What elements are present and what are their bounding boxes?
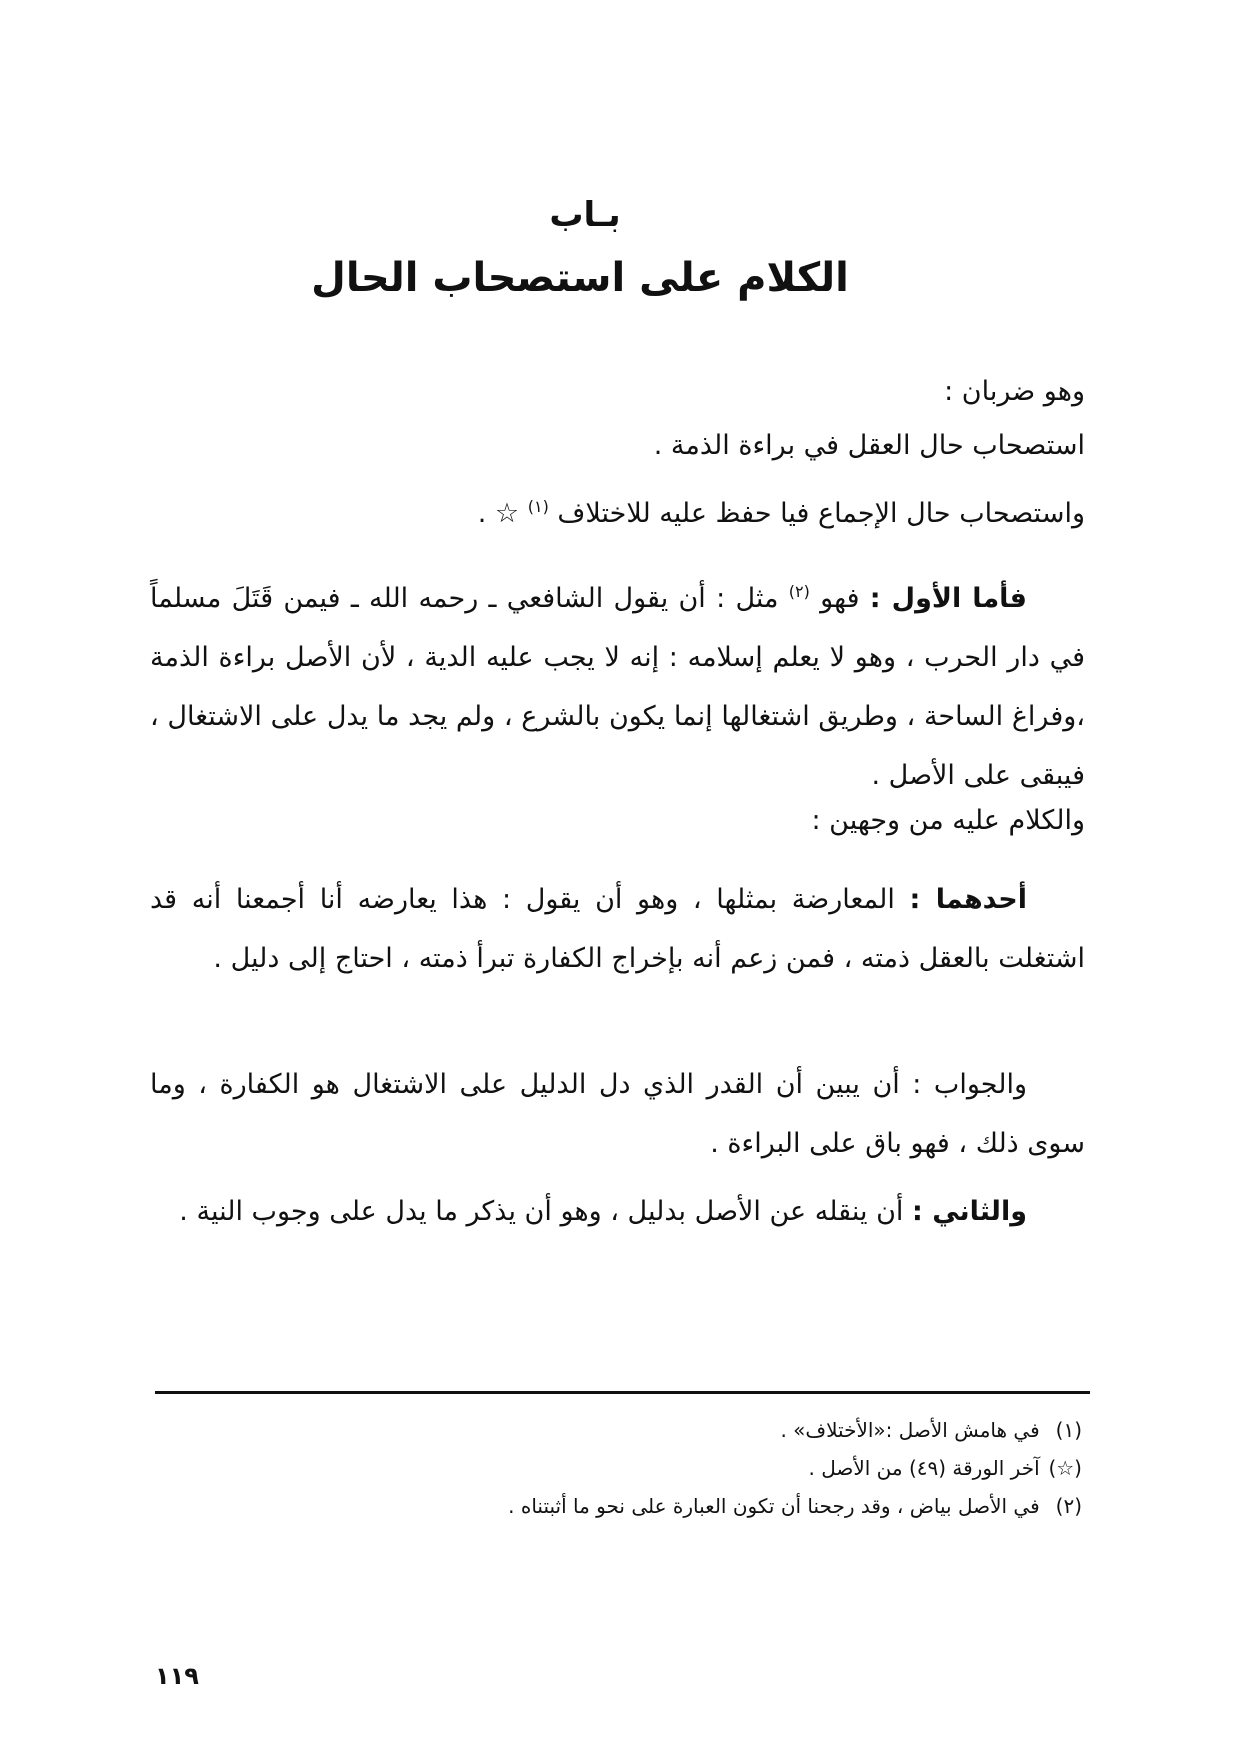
paragraph-2: استصحاب حال العقل في براءة الذمة . <box>653 430 1085 461</box>
footnote-2-mark: (٢) <box>1055 1494 1082 1518</box>
paragraph-3-end: ☆ . <box>477 498 520 529</box>
footnote-ref-2: (٢) <box>788 582 810 601</box>
footnote-star-text: آخر الورقة (٤٩) من الأصل . <box>808 1456 1040 1480</box>
section-title: الكلام على استصحاب الحال <box>311 255 849 301</box>
footnote-2 <box>508 1494 1082 1518</box>
footnote-1 <box>780 1418 1082 1442</box>
paragraph-8 <box>150 1182 1085 1241</box>
paragraph-4-a: فهو <box>820 583 860 614</box>
paragraph-8-text: أن ينقله عن الأصل بدليل ، وهو أن يذكر ما يدل على وجوب النية . <box>179 1196 904 1227</box>
paragraph-1: وهو ضربان : <box>944 376 1085 407</box>
footnote-1-text: في هامش الأصل :«الأختلاف» . <box>780 1418 1040 1442</box>
footnote-1-mark: (١) <box>1055 1418 1082 1442</box>
paragraph-3-text: واستصحاب حال الإجماع فيا حفظ عليه للاختلاف <box>557 498 1085 529</box>
paragraph-6-text: المعارضة بمثلها ، وهو أن يقول : هذا يعارضه أنا أجمعنا أنه قد اشتغلت بالعقل ذمته ، فمن زعم أنه بإخراج الكفارة تبرأ ذمته ، احتاج إلى دليل . <box>150 884 1085 974</box>
paragraph-4 <box>150 562 1085 805</box>
paragraph-6-lead: أحدهما : <box>909 884 1027 915</box>
paragraph-5: والكلام عليه من وجهين : <box>811 805 1085 836</box>
page-number: ١١٩ <box>155 1662 199 1690</box>
paragraph-7: والجواب : أن يبين أن القدر الذي دل الدليل على الاشتغال هو الكفارة ، وما سوى ذلك ، فهو باق على البراءة . <box>150 1069 1085 1159</box>
paragraph-4-text: مثل : أن يقول الشافعي ـ رحمه الله ـ فيمن قَتَلَ مسلماً في دار الحرب ، وهو لا يعلم إسلامه : إنه لا يجب عليه الدية ، لأن الأصل براءة الذمة ،وفراغ الساحة ، وطريق اشتغالها إنما يكون بالشرع ، ولم يجد ما يدل على الاشتغال ، فيبقى على الأصل . <box>150 583 1085 791</box>
footnote-2-text: في الأصل بياض ، وقد رجحنا أن تكون العبارة على نحو ما أثبتناه . <box>508 1494 1040 1518</box>
paragraph-8-lead: والثاني : <box>912 1196 1027 1227</box>
paragraph-3 <box>478 497 1085 529</box>
footnote-star-mark: (☆) <box>1048 1456 1082 1480</box>
chapter-label: بـاب <box>549 195 621 235</box>
footnote-star <box>808 1456 1082 1480</box>
footnote-divider <box>155 1391 1090 1394</box>
paragraph-6 <box>150 870 1085 988</box>
paragraph-4-lead: فأما الأول : <box>869 583 1027 614</box>
footnote-ref-1: (١) <box>527 497 549 516</box>
